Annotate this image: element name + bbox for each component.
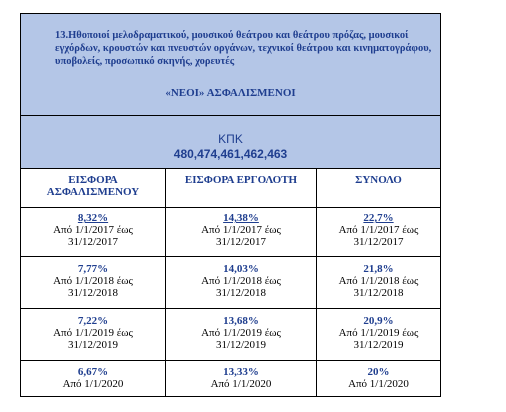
- contribution-table: [20, 13, 441, 397]
- column-header-total: ΣΥΝΟΛΟ: [355, 174, 402, 186]
- insured-cell: 6,67% Από 1/1/2020: [21, 361, 166, 396]
- contractor-rate: 13,68%: [223, 315, 259, 327]
- total-cell: 20% Από 1/1/2020: [317, 361, 440, 396]
- insured-cell: 7,22% Από 1/1/2019 έως 31/12/2019: [21, 309, 166, 360]
- total-rate: 22,7%: [363, 212, 394, 224]
- contractor-rate: 14,38%: [223, 212, 259, 224]
- contractor-rate: 14,03%: [223, 263, 259, 275]
- kpk-header: [21, 116, 440, 169]
- insured-rate: 8,32%: [77, 212, 109, 224]
- total-rate: 20%: [367, 366, 390, 378]
- contractor-cell: 14,03% Από 1/1/2018 έως 31/12/2018: [166, 257, 317, 308]
- table-row: [21, 257, 440, 309]
- contractor-cell: 13,68% Από 1/1/2019 έως 31/12/2019: [166, 309, 317, 360]
- contractor-rate: 13,33%: [223, 366, 259, 378]
- contractor-cell: 13,33% Από 1/1/2020: [166, 361, 317, 396]
- total-cell: 21,8% Από 1/1/2018 έως 31/12/2018: [317, 257, 440, 308]
- table-row: [21, 309, 440, 361]
- insured-rate: 7,22%: [77, 315, 109, 327]
- total-cell: 20,9% Από 1/1/2019 έως 31/12/2019: [317, 309, 440, 360]
- kpk-label: ΚΠΚ: [218, 132, 243, 146]
- column-header-contractor: ΕΙΣΦΟΡΑ ΕΡΓΟΛΟΤΗ: [166, 169, 317, 207]
- category-header: [21, 14, 440, 116]
- column-header-row: [21, 169, 440, 208]
- category-subtitle: «ΝΕΟΙ» ΑΣΦΑΛΙΣΜΕΝΟΙ: [165, 87, 296, 99]
- total-cell: 22,7% Από 1/1/2017 έως 31/12/2017: [317, 208, 440, 256]
- insured-rate: 7,77%: [77, 263, 109, 275]
- total-rate: 20,9%: [363, 315, 394, 327]
- table-row: [21, 208, 440, 257]
- insured-cell: 8,32% Από 1/1/2017 έως 31/12/2017: [21, 208, 166, 256]
- kpk-codes: 480,474,461,462,463: [173, 147, 288, 161]
- insured-cell: 7,77% Από 1/1/2018 έως 31/12/2018: [21, 257, 166, 308]
- insured-rate: 6,67%: [77, 366, 109, 378]
- contractor-cell: 14,38% Από 1/1/2017 έως 31/12/2017: [166, 208, 317, 256]
- total-rate: 21,8%: [363, 263, 394, 275]
- table-row: [21, 361, 440, 396]
- category-title: 13.Ηθοποιοί μελοδραματικού, μουσικού θεάτρου και θεάτρου πρόζας, μουσικοί εγχόρδων, κρουστών και πνευστών οργάνων, τεχνικοί θεάτρου και κινηματογράφου, υποβολείς, προσωπικό σκηνής, χορευτές: [55, 30, 432, 67]
- column-header-insured: ΕΙΣΦΟΡΑ ΑΣΦΑΛΙΣΜΕΝΟΥ: [21, 169, 166, 207]
